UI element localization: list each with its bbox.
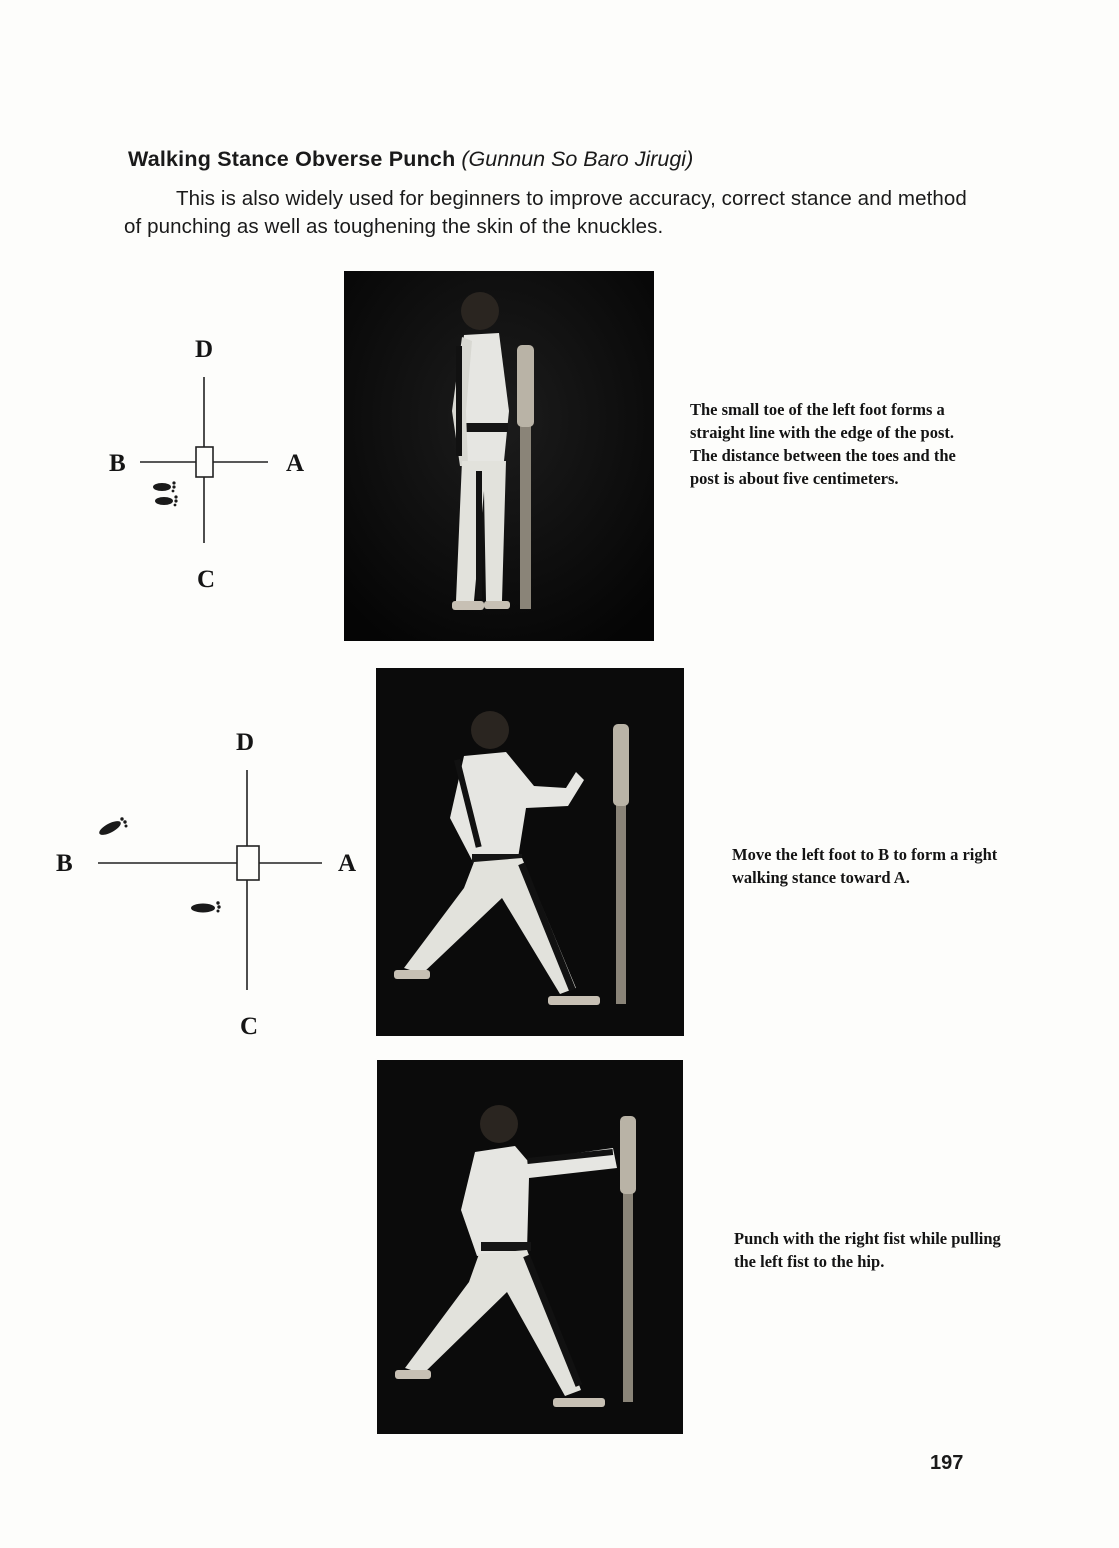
direction-cross-2 (50, 720, 370, 1040)
diagram1-label-bottom: C (197, 566, 216, 593)
diagram2-label-top: D (236, 729, 255, 756)
diagram1-label-right: A (286, 450, 305, 477)
page-number: 197 (930, 1452, 964, 1474)
photo-ready-stance (344, 271, 654, 641)
photo-walking-stance (376, 668, 684, 1036)
diagram2-label-bottom: C (240, 1013, 259, 1040)
footprint-icon (153, 481, 178, 506)
photo-obverse-punch (377, 1060, 683, 1434)
diagram2-label-left: B (56, 850, 73, 877)
heading-title: Walking Stance Obverse Punch (128, 147, 456, 171)
caption-3: Punch with the right fist while pulling the left fist to the hip. (734, 1229, 1001, 1271)
caption-2: Move the left foot to B to form a right walking stance toward A. (732, 845, 998, 887)
caption-1: The small toe of the left foot forms a straight line with the edge of the post. The distance between the toes and the post is about five centimeters. (690, 400, 956, 488)
direction-diagram-1 (100, 325, 320, 595)
diagram2-label-right: A (338, 850, 357, 877)
direction-diagram-2 (50, 720, 370, 1040)
intro-paragraph: This is also widely used for beginners to improve accuracy, correct stance and method of punching as well as toughening the skin of the knuckles. (124, 187, 967, 238)
heading-subtitle: (Gunnun So Baro Jirugi) (461, 147, 694, 171)
section-heading (128, 144, 1028, 174)
diagram1-label-left: B (109, 450, 126, 477)
direction-cross-1 (100, 325, 320, 595)
diagram1-label-top: D (195, 336, 214, 363)
footprint-icon (191, 901, 221, 912)
footprint-icon (97, 817, 127, 837)
